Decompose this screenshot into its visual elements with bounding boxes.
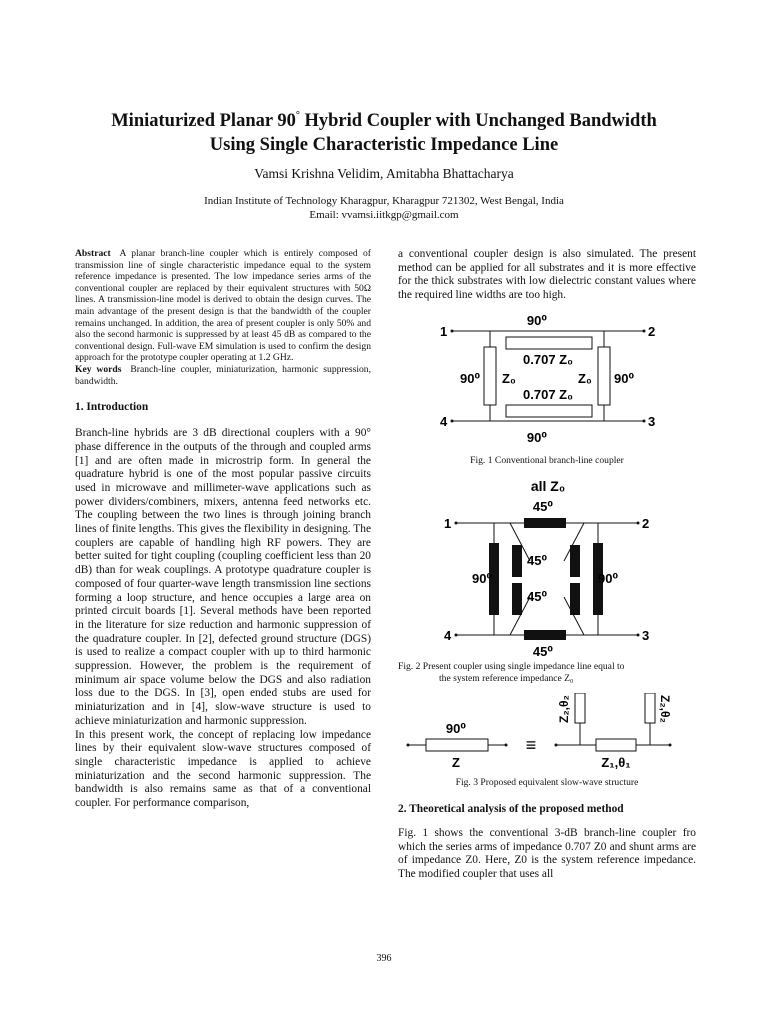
abstract-label: Abstract xyxy=(75,248,111,259)
keywords xyxy=(75,364,371,387)
fig3-equivalence: ≡ xyxy=(525,734,537,755)
title-degree: ° xyxy=(295,110,300,121)
fig1-shunt-right: Z₀ xyxy=(578,370,592,386)
fig2-bottom-angle: 45⁰ xyxy=(532,643,554,659)
theory-heading: 2. Theoretical analysis of the proposed method xyxy=(398,802,624,815)
fig2-port-1: 1 xyxy=(444,515,452,531)
affiliation-block xyxy=(40,194,728,222)
page-number: 396 xyxy=(376,953,392,964)
fig1-diagram xyxy=(398,309,696,459)
title-line2: Using Single Characteristic Impedance Line xyxy=(209,135,559,155)
fig1-series-top: 0.707 Z₀ xyxy=(523,351,573,367)
fig1-port-2: 2 xyxy=(648,323,656,339)
fig1-shunt-left: Z₀ xyxy=(502,370,516,386)
right-column xyxy=(398,248,696,882)
fig1-caption: Fig. 1 Conventional branch-line coupler xyxy=(470,454,624,466)
title-line1-a: Miniaturized Planar 90 xyxy=(111,111,296,131)
fig2-caption-line1: Fig. 2 Present coupler using single impedance line equal to xyxy=(398,660,625,672)
abstract xyxy=(75,248,371,364)
fig2-diagram xyxy=(398,473,696,661)
fig3-diagram xyxy=(398,693,696,779)
fig3-stub-right: Z₂,θ₂ xyxy=(658,694,672,723)
fig2-port-3: 3 xyxy=(642,627,650,643)
authors: Vamsi Krishna Velidim, Amitabha Bhattacharya xyxy=(254,166,514,181)
fig3-stub-left: Z₂,θ₂ xyxy=(557,694,571,723)
fig2-inner-bottom: 45⁰ xyxy=(527,588,548,604)
fig1-left-angle: 90⁰ xyxy=(460,370,481,386)
theory-paragraph-1: Fig. 1 shows the conventional 3-dB branch-line coupler fro which the series arms of impedance 0.707 Z0 and shunt arms are of impedance Z0. Here, Z0 is the system reference impedance. The modified coupler that uses all xyxy=(398,826,696,880)
left-column xyxy=(75,248,371,811)
keywords-text: Branch-line coupler, miniaturization, harmonic suppression, bandwidth. xyxy=(75,363,372,387)
intro-heading: 1. Introduction xyxy=(75,401,149,414)
fig1-port-3: 3 xyxy=(648,413,656,429)
fig2-left-angle: 90⁰ xyxy=(472,570,493,586)
fig2-caption-line2: the system reference impedance Z₀ xyxy=(439,672,574,684)
fig3-caption: Fig. 3 Proposed equivalent slow-wave structure xyxy=(455,776,639,788)
paper-title xyxy=(40,104,728,157)
keywords-label: Key words xyxy=(75,363,122,375)
fig1-port-4: 4 xyxy=(440,413,448,429)
abstract-text: A planar branch-line coupler which is entirely composed of transmission line of single characteristic impedance equal to the system reference impedance is presented. The low impedance series arms of the conventional coupler are replaced by their equivalent structures with 50Ω lines. A transmission-line model is derived to obtain the design curves. The main advantage of the present design is that the bandwidth of the coupler remains unchanged. In addition, the area of present coupler is only 50% and also the second harmonic is suppressed by at least 45 dB as compared to the conventional design. Full-wave EM simulation is used to confirm the design approach for the prototype coupler operating at 1.2 GHz. xyxy=(75,248,372,364)
fig2-port-4: 4 xyxy=(444,627,452,643)
affiliation: Indian Institute of Technology Kharagpur, Kharagpur 721302, West Bengal, India xyxy=(204,195,564,207)
fig1-top-angle: 90⁰ xyxy=(526,312,548,328)
fig2-port-2: 2 xyxy=(642,515,650,531)
intro-paragraph-2: In this present work, the concept of replacing low impedance lines by their equivalent slow-wave structures composed of single characteristic impedance is applied to achieve miniaturization and the second harmonic suppression. The bandwidth is also remains same as that of a conventional coupler. For performance comparison, xyxy=(75,728,371,810)
fig2-right-angle: 90⁰ xyxy=(598,570,619,586)
fig2-heading: all Z₀ xyxy=(530,477,566,494)
title-line1-b: Hybrid Coupler with Unchanged Bandwidth xyxy=(299,111,657,131)
fig2-top-angle: 45⁰ xyxy=(532,498,554,514)
fig3-angle: 90⁰ xyxy=(445,720,467,736)
right-paragraph-1: a conventional coupler design is also simulated. The present method can be applied for all substrates and it is more effective for the thick substrates with low dielectric constant values where the required line widths are too high. xyxy=(398,248,696,302)
fig2-caption xyxy=(398,661,696,685)
fig1-series-bottom: 0.707 Z₀ xyxy=(523,386,573,402)
fig3-series: Z₁,θ₁ xyxy=(601,754,631,770)
intro-paragraph-1: Branch-line hybrids are 3 dB directional couplers with a 90° phase difference in the outputs of the through and coupled arms [1] and are often made in microstrip form. In general the quadrature hybrid is one of the most popular passive circuits used in microwave and millimeter-wave applications such as power dividers/combiners, mixers, antenna feed networks etc. The coupling between the two lines is through joining branch lines of finite lengths. This gives the flexibility in designing. The couplers are capable of handling high RF powers. They are better suited for tight coupling (coupling coefficient less than 20 dB) than for weak couplings. A prototype quadrature coupler is composed of four quarter-wave length transmission line sections forming a loop structure, and hence occupies a large area on printed circuit boards [1]. Several methods have been reported in the literature for size reduction and harmonic suppression of the quadrature coupler. In [2], defected ground structure (DGS) is used to realize a compact coupler with up to third harmonic suppression. However, the problem is the requirement of minimum air space volume below the DGS and also radiation loss due to the DGS. In [3], open ended stubs are used for miniaturization and in [4], slow-wave structure is used to achieve miniaturization and harmonic suppression. xyxy=(75,427,371,727)
fig1-bottom-angle: 90⁰ xyxy=(526,429,548,445)
fig3-z-label: Z xyxy=(452,754,460,770)
fig1-port-1: 1 xyxy=(440,323,448,339)
fig1-right-angle: 90⁰ xyxy=(614,370,635,386)
fig2-inner-top: 45⁰ xyxy=(527,552,548,568)
email: Email: vvamsi.iitkgp@gmail.com xyxy=(309,209,459,221)
